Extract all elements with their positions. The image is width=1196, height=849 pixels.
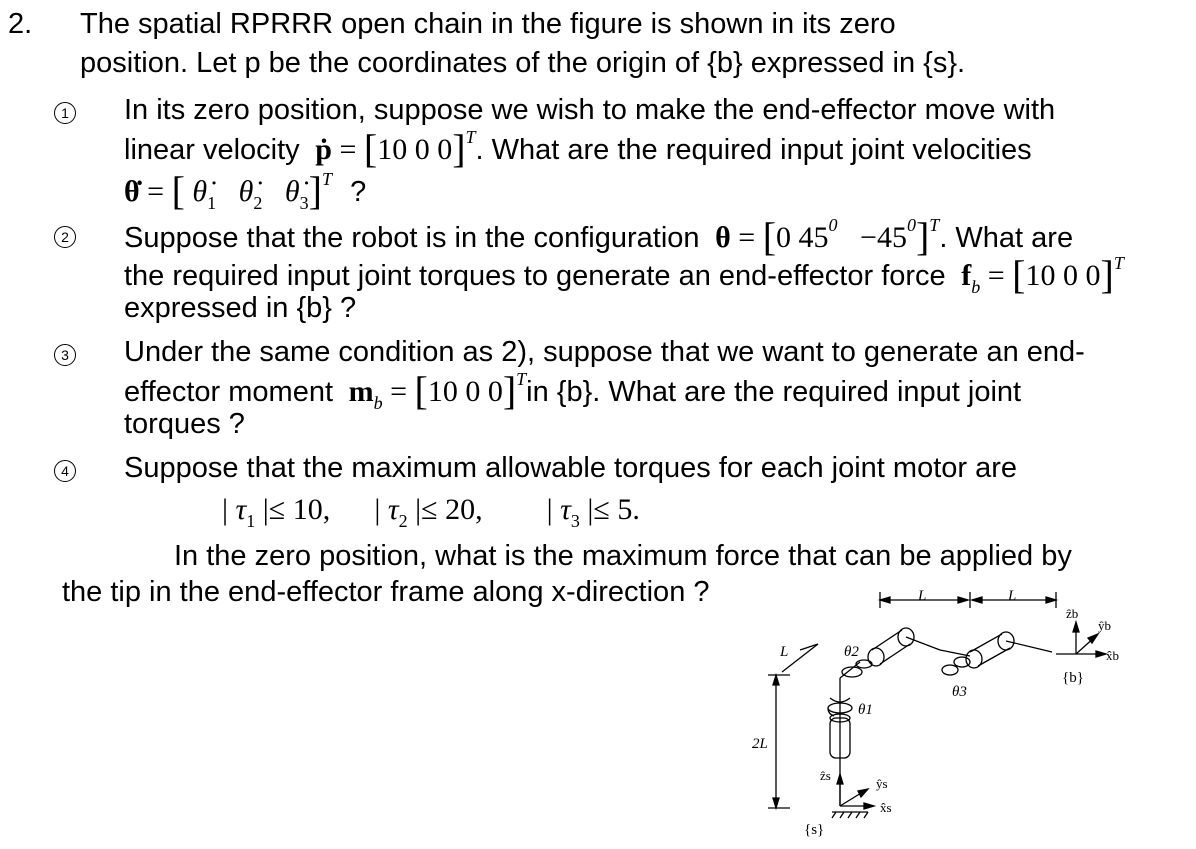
item-2-force-vector: 10 0 0 — [1025, 259, 1101, 292]
ys-label: ŷs — [876, 776, 888, 791]
problem-number: 2. — [8, 8, 33, 40]
dim-label-L-3: L — [780, 644, 789, 660]
torque-limit-1: 10, — [292, 493, 331, 526]
item-3-line-c: torques ? — [124, 408, 245, 440]
item-3-text-pre: effector moment — [124, 376, 334, 408]
item-1-line-b: linear velocity ṗ = [10 0 0]$^T$. What are the required input joint velocities — [124, 126, 1032, 171]
problem-line-1: The spatial RPRRR open chain in the figure is shown in its zero — [80, 8, 896, 40]
item-2-text-pre: Suppose that the robot is in the configuration — [124, 222, 700, 254]
item-4-line-c: In the zero position, what is the maximum force that can be applied by — [174, 540, 1072, 572]
item-marker-1: 1 — [54, 102, 76, 124]
dim-label-L-1: L — [918, 588, 927, 604]
item-4-torque-limits: | $\tau_1$ |≤ 10, | $\tau_2$ |≤ 20, | $\tau_3$ |≤ 5. — [222, 493, 640, 531]
item-3-text-post: in {b}. What are the required input joint — [526, 376, 1022, 408]
frame-s-label: {s} — [804, 822, 825, 838]
torque-limit-3: 5. — [617, 493, 640, 526]
dim-label-L-2: L — [1008, 588, 1017, 604]
robot-figure — [740, 580, 1196, 845]
item-2-vector-b: −45 — [860, 221, 907, 254]
item-1-line-c: θ̇ = [ $\thetȧ_1$ $\thetȧ_2$ $\thetȧ_3]^T$ ? — [124, 168, 367, 213]
item-2-line-c: expressed in {b} ? — [124, 292, 357, 324]
item-2-line-b: the required input joint torques to generate an end-effector force $f_b = [10$ 0 0]$^T$ — [124, 252, 1124, 297]
item-3-line-a: Under the same condition as 2), suppose that we want to generate an end- — [124, 336, 1085, 368]
item-marker-4: 4 — [54, 460, 76, 482]
item-2-vector-a: 0 45 — [776, 221, 829, 254]
item-1-question: ? — [350, 176, 367, 208]
item-marker-2: 2 — [54, 226, 76, 248]
item-1-text-pre: linear velocity — [124, 134, 300, 166]
item-2-force-text: the required input joint torques to generate an end-effector force — [124, 260, 946, 292]
theta2-label: θ2 — [844, 644, 859, 660]
item-3-vector: 10 0 0 — [427, 375, 503, 408]
xb-label: x̂b — [1106, 648, 1119, 663]
item-marker-3: 3 — [54, 344, 76, 366]
dim-label-2L: 2L — [752, 736, 768, 752]
yb-label: ŷb — [1098, 618, 1111, 633]
item-1-text-post: . What are the required input joint velocities — [475, 134, 1032, 166]
item-4-line-d: the tip in the end-effector frame along x-direction ? — [62, 576, 710, 608]
item-1-line-a: In its zero position, suppose we wish to make the end-effector move with — [124, 94, 1056, 126]
torque-limit-2: 20, — [445, 493, 483, 526]
item-1-vector: 10 0 0 — [377, 133, 453, 166]
problem-line-2: position. Let p be the coordinates of the origin of {b} expressed in {s}. — [80, 47, 966, 79]
item-2-line-a: Suppose that the robot is in the configuration θ = [0 $45^0$ $-45^0]^T$. What are — [124, 214, 1074, 259]
zs-label: ẑs — [820, 768, 831, 783]
theta1-label: θ1 — [858, 702, 873, 718]
item-2-text-post: . What are — [939, 222, 1074, 254]
item-3-line-b: effector moment $m_b = [10$ 0 0]$^T$in {b}. What are the required input joint — [124, 368, 1022, 413]
zb-label: ẑb — [1066, 606, 1079, 621]
item-4-line-a: Suppose that the maximum allowable torques for each joint motor are — [124, 452, 1018, 484]
frame-b-label: {b} — [1062, 670, 1084, 686]
theta3-label: θ3 — [952, 684, 967, 700]
xs-label: x̂s — [880, 800, 892, 815]
